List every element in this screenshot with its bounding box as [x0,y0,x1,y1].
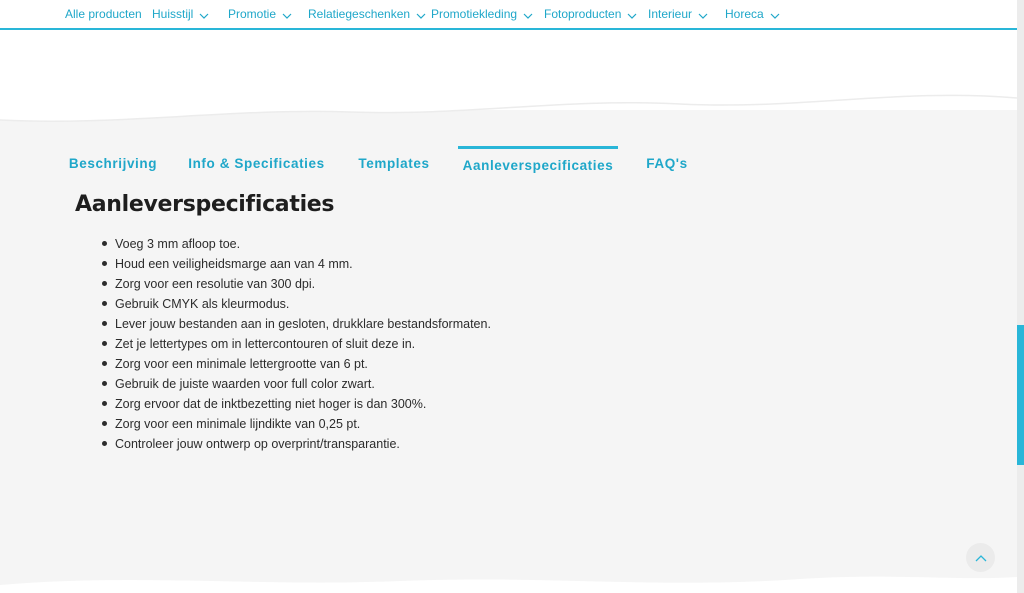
list-item: Houd een veiligheidsmarge aan van 4 mm. [99,254,491,274]
nav-item-label: Horeca [725,7,764,21]
section-heading: Aanleverspecificaties [75,192,335,217]
nav-item-label: Huisstijl [152,7,194,21]
chevron-down-icon [627,7,637,23]
list-item: Zorg ervoor dat de inktbezetting niet hoger is dan 300%. [99,394,491,414]
nav-item-label: Promotie [228,7,277,21]
chevron-down-icon [199,7,209,23]
nav-item-promotiekleding[interactable] [431,6,533,22]
wave-divider [0,86,1017,136]
nav-item-label: Relatiegeschenken [308,7,411,21]
list-item: Zorg voor een minimale lijndikte van 0,25 pt. [99,414,491,434]
nav-item-promotie[interactable] [228,6,292,22]
list-item: Zet je lettertypes om in lettercontouren of sluit deze in. [99,334,491,354]
tab-templates[interactable]: Templates [358,156,430,171]
nav-item-label: Fotoproducten [544,7,622,21]
chevron-down-icon [282,7,292,23]
scrollbar-thumb[interactable] [1017,325,1024,465]
nav-item-horeca[interactable] [725,6,780,22]
list-item: Gebruik CMYK als kleurmodus. [99,294,491,314]
nav-item-interieur[interactable] [648,6,708,22]
nav-item-alle-producten[interactable] [65,6,142,22]
chevron-down-icon [770,7,780,23]
chevron-down-icon [523,7,533,23]
list-item: Lever jouw bestanden aan in gesloten, drukklare bestandsformaten. [99,314,491,334]
nav-item-fotoproducten[interactable] [544,6,637,22]
list-item: Gebruik de juiste waarden voor full color zwart. [99,374,491,394]
nav-item-huisstijl[interactable] [152,6,209,22]
list-item: Zorg voor een minimale lettergrootte van 6 pt. [99,354,491,374]
list-item: Zorg voor een resolutie van 300 dpi. [99,274,491,294]
back-to-top-button[interactable] [966,543,995,572]
nav-item-label: Alle producten [65,7,142,21]
list-item: Controleer jouw ontwerp op overprint/transparantie. [99,434,491,454]
tab-faqs[interactable]: FAQ's [646,156,688,171]
tab-beschrijving[interactable]: Beschrijving [68,156,158,171]
nav-item-label: Interieur [648,7,693,21]
tab-aanleverspecificaties[interactable]: Aanleverspecificaties [458,146,618,185]
nav-item-label: Promotiekleding [431,7,518,21]
scrollbar[interactable] [1017,0,1024,593]
tab-info-specificaties[interactable]: Info & Specificaties [188,156,325,171]
chevron-down-icon [416,7,426,23]
wave-divider-bottom [0,565,1017,593]
chevron-down-icon [698,7,708,23]
list-item: Voeg 3 mm afloop toe. [99,234,491,254]
specification-list [99,234,491,454]
chevron-up-icon [975,549,987,567]
nav-item-relatiegeschenken[interactable] [308,6,426,22]
top-navigation [0,0,1017,30]
